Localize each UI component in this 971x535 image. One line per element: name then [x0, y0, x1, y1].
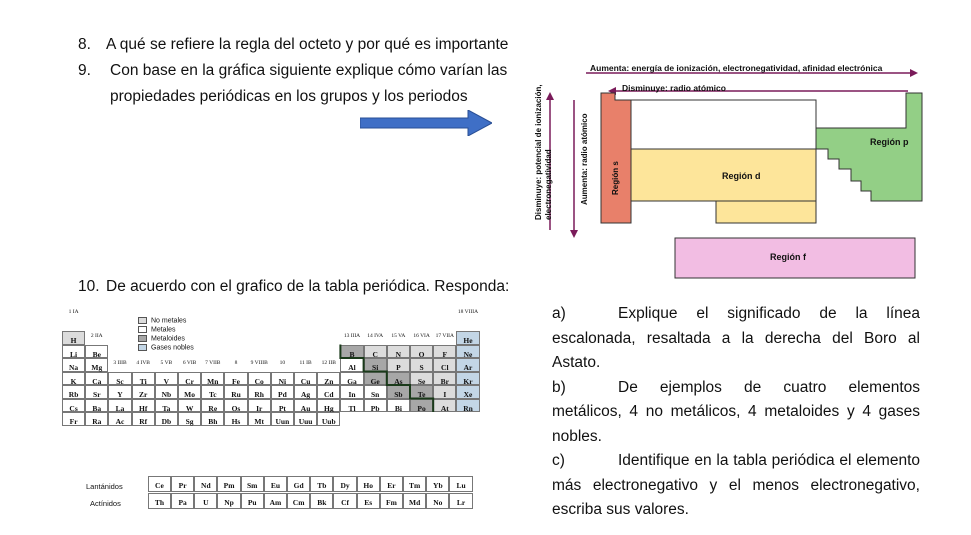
element-cell-Db: Db — [155, 412, 178, 426]
element-cell-Ce: Ce — [148, 476, 171, 492]
element-cell-Po: Po — [410, 399, 433, 413]
element-cell-Mg: Mg — [85, 358, 108, 372]
element-cell-Ca: Ca — [85, 372, 108, 386]
element-cell-Ti: Ti — [132, 372, 155, 386]
legend-metals-label: Metales — [151, 326, 176, 334]
element-cell-Sm: Sm — [241, 476, 264, 492]
element-cell-Li: Li — [62, 345, 85, 359]
actinides-label: Actínidos — [90, 499, 121, 508]
element-cell-Pa: Pa — [171, 493, 194, 509]
region-s-label: Región s — [611, 161, 620, 195]
element-cell-Er: Er — [380, 476, 403, 492]
element-cell-Be: Be — [85, 345, 108, 359]
element-cell-Hg: Hg — [317, 399, 340, 413]
element-cell-Tb: Tb — [310, 476, 333, 492]
region-f-label: Región f — [770, 252, 806, 262]
element-cell-V: V — [155, 372, 178, 386]
element-cell-Dy: Dy — [333, 476, 356, 492]
element-cell-Ta: Ta — [155, 399, 178, 413]
question-10-text: De acuerdo con el grafico de la tabla periódica. Responda: — [106, 278, 510, 295]
element-cell-Cr: Cr — [178, 372, 201, 386]
element-cell-H: H — [62, 331, 85, 345]
group-label: 12 IIB — [321, 359, 336, 366]
element-cell-Bh: Bh — [201, 412, 224, 426]
group-label: 3 IIIB — [113, 359, 127, 366]
element-cell-Mo: Mo — [178, 385, 201, 399]
element-cell-Nb: Nb — [155, 385, 178, 399]
periodic-table — [58, 302, 530, 512]
element-cell-Mt: Mt — [248, 412, 271, 426]
element-cell-Rn: Rn — [456, 399, 479, 413]
periodic-regions-diagram — [530, 55, 925, 290]
element-cell-Fr: Fr — [62, 412, 85, 426]
element-cell-Uub: Uub — [317, 412, 340, 426]
element-cell-K: K — [62, 372, 85, 386]
element-cell-Uun: Uun — [271, 412, 294, 426]
element-cell-Kr: Kr — [456, 372, 479, 386]
element-cell-Gd: Gd — [287, 476, 310, 492]
element-cell-Md: Md — [403, 493, 426, 509]
element-cell-Rf: Rf — [132, 412, 155, 426]
element-cell-Mn: Mn — [201, 372, 224, 386]
element-cell-La: La — [108, 399, 131, 413]
element-cell-He: He — [456, 331, 479, 345]
group-label: 15 VA — [391, 332, 406, 339]
element-cell-Xe: Xe — [456, 385, 479, 399]
group-label: 8 — [234, 359, 238, 366]
question-9-line1: Con base en la gráfica siguiente explique cómo varían las — [110, 62, 508, 79]
answer-b — [552, 376, 920, 450]
element-cell-Ne: Ne — [456, 345, 479, 359]
answer-c — [552, 449, 920, 523]
question-8 — [78, 35, 508, 55]
vertical-label-increase: Aumenta: radio atómico — [580, 113, 589, 205]
vertical-label-decrease — [534, 84, 554, 220]
element-cell-Ru: Ru — [224, 385, 247, 399]
legend-nonmetals-label: No metales — [151, 317, 187, 325]
element-cell-Rh: Rh — [248, 385, 271, 399]
increase-ionization-label: Aumenta: energía de ionización, electronegatividad, afinidad electrónica — [590, 63, 883, 73]
element-cell-Ni: Ni — [271, 372, 294, 386]
answer-b-text: De ejemplos de cuatro elementos metálicos, 4 no metálicos, 4 metaloides y 4 gases nobles. — [552, 378, 920, 445]
element-cell-Ge: Ge — [364, 372, 387, 386]
group-label: 9 VIIIB — [250, 359, 268, 366]
element-cell-Yb: Yb — [426, 476, 449, 492]
element-cell-Ar: Ar — [456, 358, 479, 372]
group-label: 13 IIIA — [343, 332, 361, 339]
element-cell-Au: Au — [294, 399, 317, 413]
element-cell-Si: Si — [364, 358, 387, 372]
element-cell-N: N — [387, 345, 410, 359]
question-8-text: A qué se refiere la regla del octeto y por qué es importante — [106, 36, 509, 53]
element-cell-Pd: Pd — [271, 385, 294, 399]
element-cell-I: I — [433, 385, 456, 399]
group-label: 2 IIA — [90, 332, 103, 339]
group-label: 5 VB — [160, 359, 173, 366]
element-cell-Hf: Hf — [132, 399, 155, 413]
answer-c-text: Identifique en la tabla periódica el elemento más electronegativo y el menos electronegativo, escriba sus valores. — [552, 452, 920, 518]
element-cell-S: S — [410, 358, 433, 372]
answer-b-label: b) — [552, 378, 566, 396]
group-label: 1 IA — [68, 309, 79, 315]
element-cell-W: W — [178, 399, 201, 413]
question-9 — [78, 61, 507, 81]
element-cell-Os: Os — [224, 399, 247, 413]
element-cell-Ho: Ho — [357, 476, 380, 492]
element-cell-Tc: Tc — [201, 385, 224, 399]
question-9-number: 9. — [78, 62, 91, 79]
group-label: 4 IVB — [136, 359, 150, 366]
element-cell-Cs: Cs — [62, 399, 85, 413]
element-cell-At: At — [433, 399, 456, 413]
vertical-label-line1: Disminuye: potencial de ionización, — [534, 84, 543, 220]
element-cell-Fe: Fe — [224, 372, 247, 386]
element-cell-Uuu: Uuu — [294, 412, 317, 426]
element-cell-Bk: Bk — [310, 493, 333, 509]
element-cell-Te: Te — [410, 385, 433, 399]
element-cell-Np: Np — [217, 493, 240, 509]
element-cell-Pb: Pb — [364, 399, 387, 413]
element-cell-Se: Se — [410, 372, 433, 386]
element-cell-Ga: Ga — [340, 372, 363, 386]
element-cell-Al: Al — [340, 358, 363, 372]
answer-a — [552, 302, 920, 376]
element-cell-Ag: Ag — [294, 385, 317, 399]
element-cell-No: No — [426, 493, 449, 509]
group-label: 6 VIB — [182, 359, 197, 366]
element-cell-Hs: Hs — [224, 412, 247, 426]
element-cell-Nd: Nd — [194, 476, 217, 492]
region-d-label: Región d — [722, 171, 761, 181]
answer-a-label: a) — [552, 305, 566, 322]
element-cell-Cu: Cu — [294, 372, 317, 386]
element-cell-Lr: Lr — [449, 493, 472, 509]
element-cell-Pu: Pu — [241, 493, 264, 509]
element-cell-Sr: Sr — [85, 385, 108, 399]
element-cell-Es: Es — [357, 493, 380, 509]
element-cell-U: U — [194, 493, 217, 509]
element-cell-Co: Co — [248, 372, 271, 386]
right-arrow-icon — [360, 110, 492, 136]
element-cell-Zn: Zn — [317, 372, 340, 386]
element-cell-In: In — [340, 385, 363, 399]
element-cell-Tm: Tm — [403, 476, 426, 492]
element-cell-Y: Y — [108, 385, 131, 399]
legend-noble-gases-label: Gases nobles — [151, 344, 194, 352]
element-cell-Th: Th — [148, 493, 171, 509]
group-label: 7 VIIB — [205, 359, 221, 366]
element-cell-Ac: Ac — [108, 412, 131, 426]
element-cell-Cf: Cf — [333, 493, 356, 509]
group-label: 16 VIA — [413, 332, 430, 339]
region-p-label: Región p — [870, 137, 909, 147]
element-cell-Pm: Pm — [217, 476, 240, 492]
vertical-label-line2: electronegatividad — [544, 149, 553, 220]
element-cell-C: C — [364, 345, 387, 359]
element-cell-Na: Na — [62, 358, 85, 372]
element-cell-Rb: Rb — [62, 385, 85, 399]
lanthanides-label: Lantánidos — [86, 482, 123, 491]
question-8-number: 8. — [78, 36, 91, 53]
element-cell-Pr: Pr — [171, 476, 194, 492]
element-cell-F: F — [433, 345, 456, 359]
element-cell-Sb: Sb — [387, 385, 410, 399]
element-cell-Ba: Ba — [85, 399, 108, 413]
element-cell-Am: Am — [264, 493, 287, 509]
group-label: 11 IB — [299, 359, 312, 366]
question-10-number: 10. — [78, 278, 100, 295]
element-cell-Lu: Lu — [449, 476, 472, 492]
group-label: 17 VIIA — [435, 332, 454, 339]
answer-a-text: Explique el significado de la línea escalonada, resaltada a la derecha del Boro al Astato. — [552, 305, 920, 371]
question-10 — [78, 277, 509, 297]
element-cell-Sn: Sn — [364, 385, 387, 399]
element-cell-Br: Br — [433, 372, 456, 386]
group-label: 14 IVA — [367, 332, 384, 339]
group-label: 18 VIIIA — [457, 309, 479, 315]
element-cell-Tl: Tl — [340, 399, 363, 413]
element-cell-B: B — [340, 345, 363, 359]
element-cell-P: P — [387, 358, 410, 372]
answers-block — [552, 302, 920, 523]
element-cell-As: As — [387, 372, 410, 386]
element-cell-Bi: Bi — [387, 399, 410, 413]
element-cell-Cm: Cm — [287, 493, 310, 509]
element-cell-Eu: Eu — [264, 476, 287, 492]
element-cell-Sg: Sg — [178, 412, 201, 426]
element-cell-Cd: Cd — [317, 385, 340, 399]
element-cell-Ir: Ir — [248, 399, 271, 413]
question-9-line2: propiedades periódicas en los grupos y los periodos — [110, 88, 468, 105]
element-cell-Re: Re — [201, 399, 224, 413]
element-cell-Ra: Ra — [85, 412, 108, 426]
element-cell-Zr: Zr — [132, 385, 155, 399]
answer-c-label: c) — [552, 452, 565, 469]
decrease-radius-label: Disminuye: radio atómico — [622, 83, 726, 93]
element-cell-Pt: Pt — [271, 399, 294, 413]
legend-metalloids-label: Metaloides — [151, 335, 185, 343]
group-label: 10 — [279, 359, 286, 366]
element-cell-Cl: Cl — [433, 358, 456, 372]
element-cell-Sc: Sc — [108, 372, 131, 386]
element-cell-Fm: Fm — [380, 493, 403, 509]
element-cell-O: O — [410, 345, 433, 359]
